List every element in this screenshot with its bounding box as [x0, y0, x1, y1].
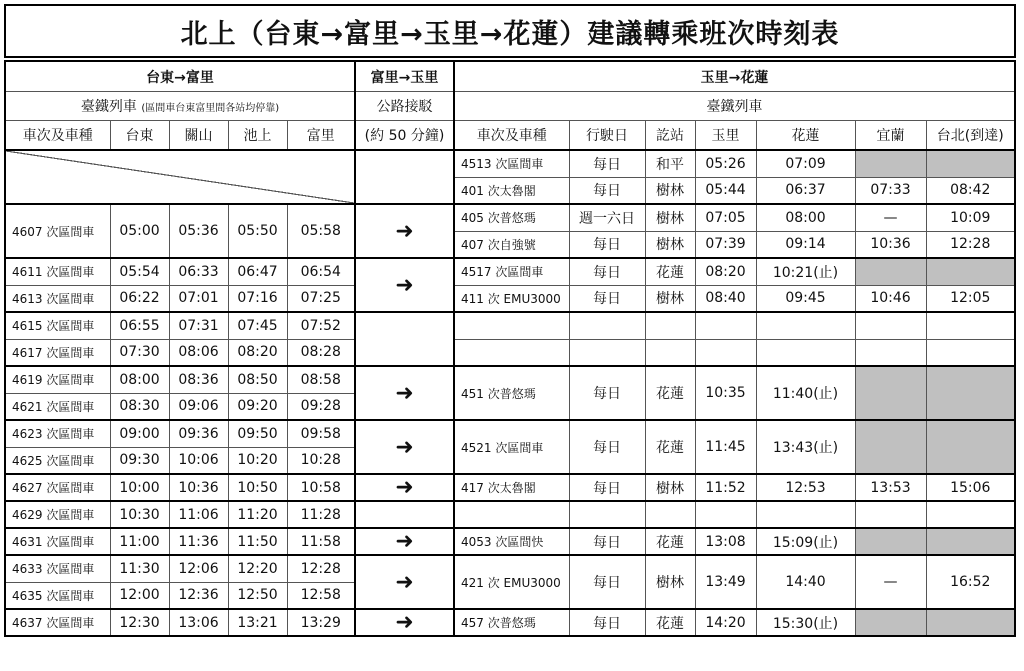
left-time: 10:00	[110, 474, 169, 501]
left-time: 11:28	[287, 501, 355, 528]
left-time: 05:36	[169, 204, 228, 258]
left-train-name: 4633 次區間車	[5, 555, 110, 582]
right-yuli-time: 10:35	[695, 366, 756, 420]
empty-cell	[569, 501, 645, 528]
empty-cell	[645, 339, 695, 366]
left-train-name: 4623 次區間車	[5, 420, 110, 447]
transfer-arrow-cell	[355, 528, 454, 555]
gray-cell	[926, 609, 1015, 636]
right-train-name: 457 次普悠瑪	[454, 609, 569, 636]
transfer-arrow-cell	[355, 204, 454, 258]
right-dest: 樹林	[645, 231, 695, 258]
right-yuli-time: 05:26	[695, 150, 756, 177]
col-right-yilan: 宜蘭	[855, 121, 926, 151]
empty-cell	[926, 312, 1015, 339]
right-yilan-time: 10:46	[855, 285, 926, 312]
right-yilan-time: 07:33	[855, 177, 926, 204]
left-time: 10:06	[169, 447, 228, 474]
right-train-name: 411 次 EMU3000	[454, 285, 569, 312]
col-left-guanshan: 關山	[169, 121, 228, 151]
gray-cell	[855, 420, 926, 474]
right-dest: 樹林	[645, 177, 695, 204]
transfer-arrow-cell	[355, 258, 454, 312]
right-hualien-time: 15:09(止)	[756, 528, 855, 555]
right-train-name: 451 次普悠瑪	[454, 366, 569, 420]
empty-cell	[855, 339, 926, 366]
right-day: 每日	[569, 474, 645, 501]
left-time: 10:36	[169, 474, 228, 501]
right-yuli-time: 08:40	[695, 285, 756, 312]
right-hualien-time: 07:09	[756, 150, 855, 177]
left-train-name: 4617 次區間車	[5, 339, 110, 366]
gray-cell	[855, 366, 926, 420]
right-yuli-time: 11:52	[695, 474, 756, 501]
left-time: 13:29	[287, 609, 355, 636]
left-time: 09:36	[169, 420, 228, 447]
right-taipei-time: 08:42	[926, 177, 1015, 204]
empty-cell	[645, 312, 695, 339]
right-train-name: 421 次 EMU3000	[454, 555, 569, 609]
table-row	[5, 528, 1015, 555]
empty-cell	[695, 501, 756, 528]
left-time: 07:01	[169, 285, 228, 312]
left-time: 05:54	[110, 258, 169, 285]
left-subheader-note: (區間車台東富里間各站均停靠)	[141, 103, 280, 114]
right-taipei-time: 12:05	[926, 285, 1015, 312]
empty-cell	[695, 339, 756, 366]
right-day: 每日	[569, 285, 645, 312]
transfer-arrow-cell	[355, 420, 454, 474]
left-time: 08:36	[169, 366, 228, 393]
left-time: 12:36	[169, 582, 228, 609]
right-arrow-icon: ➜	[395, 218, 414, 244]
right-taipei-time: 12:28	[926, 231, 1015, 258]
left-train-name: 4637 次區間車	[5, 609, 110, 636]
left-time: 09:20	[228, 393, 287, 420]
right-yuli-time: 07:39	[695, 231, 756, 258]
left-train-name: 4621 次區間車	[5, 393, 110, 420]
right-arrow-icon: ➜	[395, 380, 414, 406]
left-time: 11:36	[169, 528, 228, 555]
left-time: 13:06	[169, 609, 228, 636]
empty-cell	[756, 312, 855, 339]
page-title: 北上（台東→富里→玉里→花蓮）建議轉乘班次時刻表	[4, 4, 1016, 58]
left-time: 07:16	[228, 285, 287, 312]
empty-cell	[454, 339, 569, 366]
right-arrow-icon: ➜	[395, 569, 414, 595]
gray-cell	[926, 420, 1015, 474]
right-taipei-time: 10:09	[926, 204, 1015, 231]
right-dest: 花蓮	[645, 528, 695, 555]
left-time: 08:20	[228, 339, 287, 366]
left-train-name: 4631 次區間車	[5, 528, 110, 555]
left-time: 09:28	[287, 393, 355, 420]
left-time: 09:30	[110, 447, 169, 474]
mid-subheader-line2: (約 50 分鐘)	[355, 121, 454, 151]
left-time: 09:06	[169, 393, 228, 420]
right-yuli-time: 08:20	[695, 258, 756, 285]
transfer-arrow-cell	[355, 555, 454, 609]
right-hualien-time: 10:21(止)	[756, 258, 855, 285]
right-day: 每日	[569, 420, 645, 474]
right-hualien-time: 06:37	[756, 177, 855, 204]
right-train-name: 405 次普悠瑪	[454, 204, 569, 231]
right-dest: 花蓮	[645, 258, 695, 285]
left-time: 08:50	[228, 366, 287, 393]
right-yuli-time: 07:05	[695, 204, 756, 231]
left-time: 06:55	[110, 312, 169, 339]
left-train-name: 4619 次區間車	[5, 366, 110, 393]
subheader-row	[5, 92, 1015, 121]
right-train-name: 4513 次區間車	[454, 150, 569, 177]
left-train-name: 4625 次區間車	[5, 447, 110, 474]
gray-cell	[926, 366, 1015, 420]
left-time: 10:30	[110, 501, 169, 528]
empty-cell	[454, 312, 569, 339]
right-hualien-time: 11:40(止)	[756, 366, 855, 420]
right-taipei-time: 16:52	[926, 555, 1015, 609]
table-row	[5, 204, 1015, 231]
left-time: 11:30	[110, 555, 169, 582]
right-arrow-icon: ➜	[395, 434, 414, 460]
left-time: 05:00	[110, 204, 169, 258]
gray-cell	[855, 258, 926, 285]
left-time: 08:28	[287, 339, 355, 366]
empty-cell	[855, 312, 926, 339]
left-time: 07:31	[169, 312, 228, 339]
transfer-arrow-cell	[355, 474, 454, 501]
left-time: 09:50	[228, 420, 287, 447]
transfer-arrow-cell	[355, 609, 454, 636]
right-day: 每日	[569, 177, 645, 204]
empty-cell	[454, 501, 569, 528]
col-right-dest: 訖站	[645, 121, 695, 151]
right-hualien-time: 08:00	[756, 204, 855, 231]
timetable	[4, 60, 1016, 637]
gray-cell	[926, 258, 1015, 285]
table-row	[5, 339, 1015, 366]
right-day: 每日	[569, 258, 645, 285]
left-subheader-main: 臺鐵列車	[80, 99, 137, 115]
right-dest: 花蓮	[645, 420, 695, 474]
right-arrow-icon: ➜	[395, 272, 414, 298]
right-dest: 樹林	[645, 285, 695, 312]
table-row	[5, 609, 1015, 636]
right-train-name: 4053 次區間快	[454, 528, 569, 555]
right-yilan-time: —	[855, 204, 926, 231]
table-row	[5, 258, 1015, 285]
right-arrow-icon: ➜	[395, 475, 414, 500]
right-yuli-time: 14:20	[695, 609, 756, 636]
left-time: 11:20	[228, 501, 287, 528]
right-yuli-time: 13:49	[695, 555, 756, 609]
right-day: 每日	[569, 528, 645, 555]
right-dest: 和平	[645, 150, 695, 177]
col-left-fuli: 富里	[287, 121, 355, 151]
col-right-hualien: 花蓮	[756, 121, 855, 151]
left-time: 07:30	[110, 339, 169, 366]
left-time: 06:22	[110, 285, 169, 312]
left-time: 09:00	[110, 420, 169, 447]
right-hualien-time: 15:30(止)	[756, 609, 855, 636]
left-time: 11:00	[110, 528, 169, 555]
empty-cell	[569, 339, 645, 366]
left-time: 08:00	[110, 366, 169, 393]
right-day: 每日	[569, 150, 645, 177]
left-train-name: 4613 次區間車	[5, 285, 110, 312]
right-dest: 花蓮	[645, 609, 695, 636]
transfer-empty-cell	[355, 312, 454, 366]
right-dest: 花蓮	[645, 366, 695, 420]
section-mid-header: 富里→玉里	[355, 61, 454, 92]
col-right-train: 車次及車種	[454, 121, 569, 151]
empty-cell	[926, 501, 1015, 528]
left-time: 08:58	[287, 366, 355, 393]
transfer-empty-cell	[355, 501, 454, 528]
right-day: 每日	[569, 366, 645, 420]
col-right-taipei: 台北(到達)	[926, 121, 1015, 151]
left-time: 05:58	[287, 204, 355, 258]
mid-subheader-line1: 公路接駁	[355, 92, 454, 121]
left-time: 06:47	[228, 258, 287, 285]
left-time: 10:50	[228, 474, 287, 501]
empty-cell	[926, 339, 1015, 366]
left-train-name: 4611 次區間車	[5, 258, 110, 285]
left-time: 11:50	[228, 528, 287, 555]
table-row	[5, 150, 1015, 177]
gray-cell	[926, 150, 1015, 177]
left-time: 11:58	[287, 528, 355, 555]
table-row	[5, 420, 1015, 447]
left-time: 10:58	[287, 474, 355, 501]
left-train-name: 4627 次區間車	[5, 474, 110, 501]
col-left-chishang: 池上	[228, 121, 287, 151]
left-time: 12:06	[169, 555, 228, 582]
empty-cell	[569, 312, 645, 339]
right-train-name: 407 次自強號	[454, 231, 569, 258]
left-time: 13:21	[228, 609, 287, 636]
transfer-arrow-cell	[355, 366, 454, 420]
left-time: 12:28	[287, 555, 355, 582]
left-time: 08:06	[169, 339, 228, 366]
col-right-day: 行駛日	[569, 121, 645, 151]
left-train-name: 4607 次區間車	[5, 204, 110, 258]
left-train-name: 4635 次區間車	[5, 582, 110, 609]
empty-cell	[645, 501, 695, 528]
left-train-name: 4615 次區間車	[5, 312, 110, 339]
col-right-yuli: 玉里	[695, 121, 756, 151]
right-yuli-time: 13:08	[695, 528, 756, 555]
gray-cell	[855, 150, 926, 177]
left-subheader	[5, 92, 355, 121]
right-hualien-time: 13:43(止)	[756, 420, 855, 474]
left-time: 07:25	[287, 285, 355, 312]
table-row	[5, 285, 1015, 312]
right-day: 每日	[569, 609, 645, 636]
right-hualien-time: 09:14	[756, 231, 855, 258]
left-time: 07:52	[287, 312, 355, 339]
left-time: 06:33	[169, 258, 228, 285]
col-left-taitung: 台東	[110, 121, 169, 151]
left-time: 08:30	[110, 393, 169, 420]
diagonal-empty-cell	[5, 150, 355, 204]
right-dest: 樹林	[645, 474, 695, 501]
left-time: 12:20	[228, 555, 287, 582]
col-left-train: 車次及車種	[5, 121, 110, 151]
right-yilan-time: 10:36	[855, 231, 926, 258]
left-time: 12:30	[110, 609, 169, 636]
right-yuli-time: 11:45	[695, 420, 756, 474]
right-train-name: 417 次太魯閣	[454, 474, 569, 501]
right-yilan-time: 13:53	[855, 474, 926, 501]
right-dest: 樹林	[645, 204, 695, 231]
left-time: 09:58	[287, 420, 355, 447]
empty-cell	[695, 312, 756, 339]
left-time: 10:28	[287, 447, 355, 474]
right-hualien-time: 09:45	[756, 285, 855, 312]
section-right-header: 玉里→花蓮	[454, 61, 1015, 92]
right-hualien-time: 14:40	[756, 555, 855, 609]
left-time: 12:00	[110, 582, 169, 609]
right-day: 每日	[569, 231, 645, 258]
empty-cell	[756, 339, 855, 366]
column-header-row	[5, 121, 1015, 151]
right-yilan-time: —	[855, 555, 926, 609]
gray-cell	[855, 609, 926, 636]
right-day: 週一六日	[569, 204, 645, 231]
left-time: 12:58	[287, 582, 355, 609]
empty-cell	[756, 501, 855, 528]
right-train-name: 4517 次區間車	[454, 258, 569, 285]
right-dest: 樹林	[645, 555, 695, 609]
right-day: 每日	[569, 555, 645, 609]
table-row	[5, 555, 1015, 582]
right-taipei-time: 15:06	[926, 474, 1015, 501]
right-subheader: 臺鐵列車	[454, 92, 1015, 121]
left-time: 11:06	[169, 501, 228, 528]
right-train-name: 4521 次區間車	[454, 420, 569, 474]
left-time: 05:50	[228, 204, 287, 258]
empty-cell	[855, 501, 926, 528]
right-arrow-icon: ➜	[395, 610, 414, 635]
gray-cell	[855, 528, 926, 555]
left-time: 06:54	[287, 258, 355, 285]
left-train-name: 4629 次區間車	[5, 501, 110, 528]
table-row	[5, 474, 1015, 501]
left-time: 12:50	[228, 582, 287, 609]
table-row	[5, 366, 1015, 393]
right-arrow-icon: ➜	[395, 529, 414, 554]
section-header-row	[5, 61, 1015, 92]
right-train-name: 401 次太魯閣	[454, 177, 569, 204]
gray-cell	[926, 528, 1015, 555]
table-row	[5, 501, 1015, 528]
table-row	[5, 312, 1015, 339]
left-time: 10:20	[228, 447, 287, 474]
right-yuli-time: 05:44	[695, 177, 756, 204]
left-time: 07:45	[228, 312, 287, 339]
section-left-header: 台東→富里	[5, 61, 355, 92]
transfer-empty-cell	[355, 150, 454, 204]
right-hualien-time: 12:53	[756, 474, 855, 501]
